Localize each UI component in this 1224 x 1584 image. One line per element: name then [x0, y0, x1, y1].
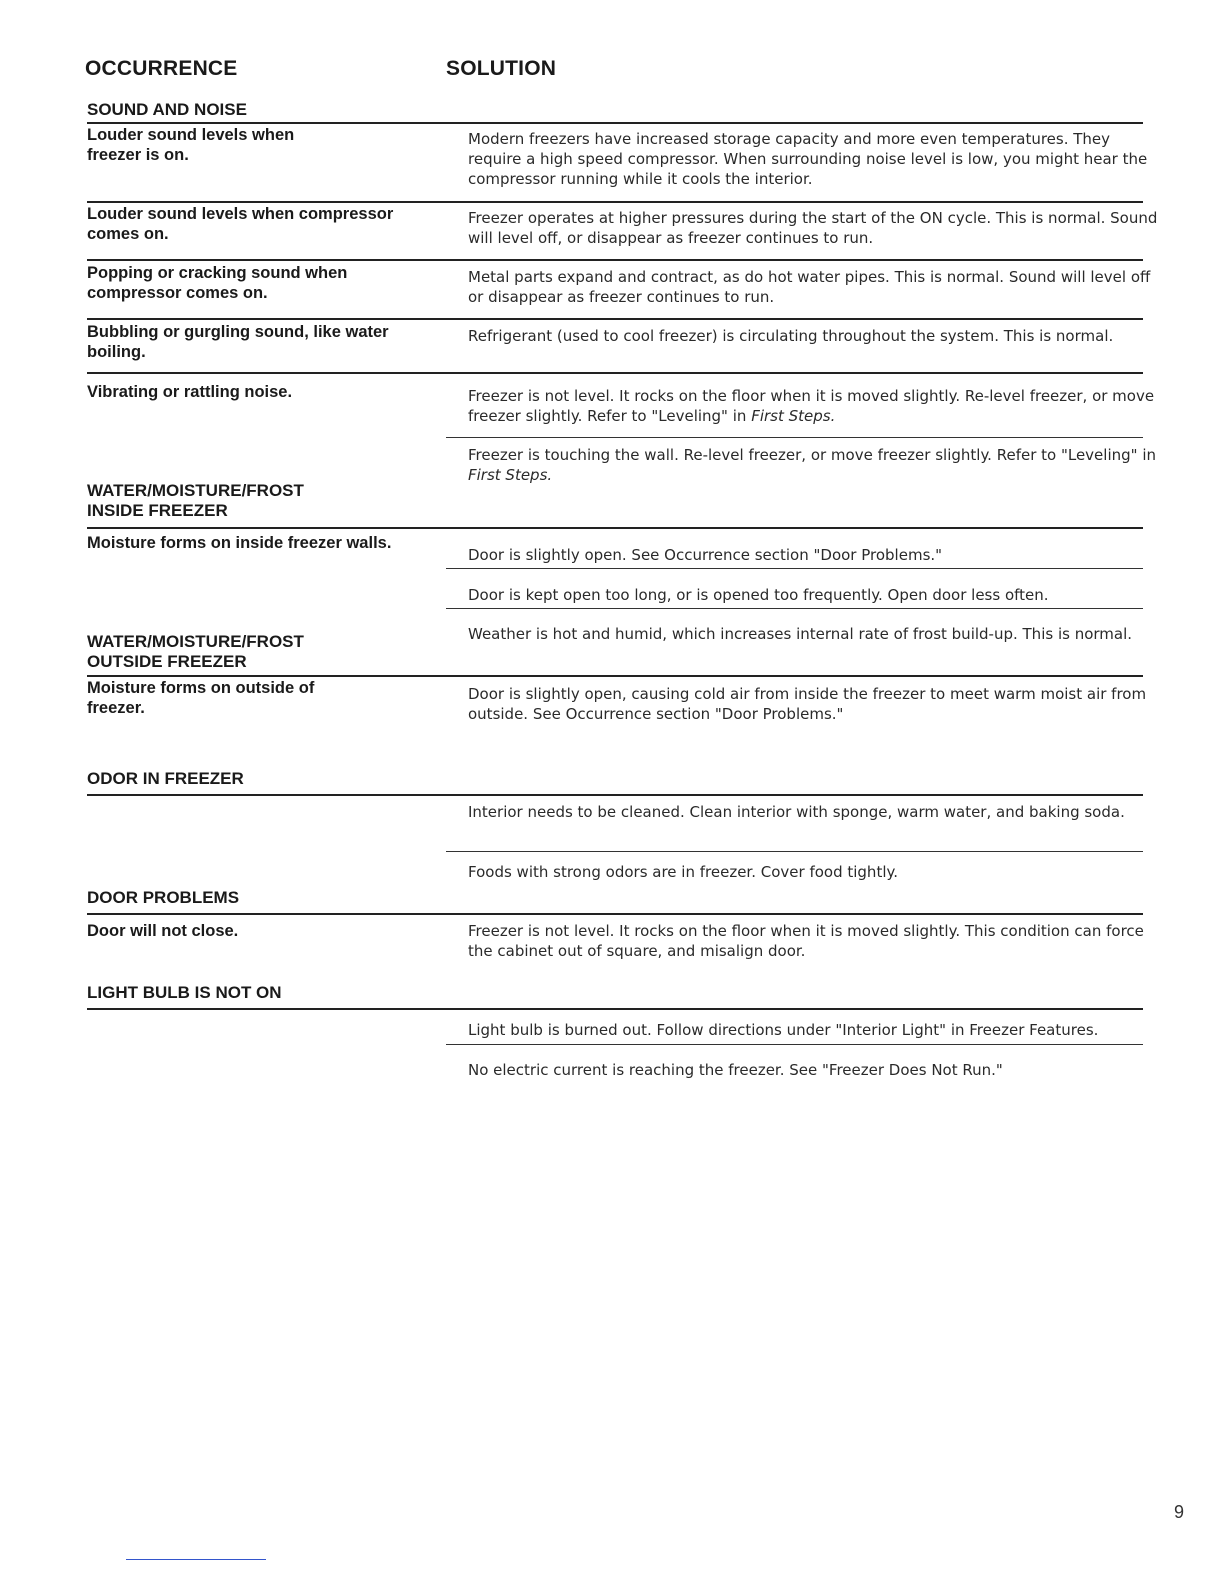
section-title-line2: OUTSIDE FREEZER — [87, 652, 247, 671]
solution-louder-compressor-on: Freezer operates at higher pressures during the start of the ON cycle. This is normal. Sound will level off, or disappear as freezer continues to run. — [468, 209, 1158, 247]
section-sound-and-noise: SOUND AND NOISE — [87, 100, 247, 119]
solution-touching-wall — [468, 445, 1168, 485]
solution-door-misalign: Freezer is not level. It rocks on the floor when it is moved slightly. This condition can force the cabinet out of square, and misalign door. — [468, 922, 1144, 960]
divider — [87, 675, 1143, 677]
divider — [87, 318, 1143, 320]
occurrence-bubbling-gurgling: Bubbling or gurgling sound, like water boiling. — [87, 323, 389, 361]
divider — [87, 1008, 1143, 1010]
first-steps-reference: First Steps. — [468, 466, 553, 484]
solution-text: Freezer is not level. It rocks on the floor when it is moved slightly. Re-level freezer, or move freezer slightly. Refer to "Leveling" in — [468, 387, 1155, 425]
occurrence-header: OCCURRENCE — [85, 57, 238, 80]
solution-no-electric-current: No electric current is reaching the freezer. See "Freezer Does Not Run." — [468, 1061, 1003, 1079]
divider — [87, 259, 1143, 261]
section-title-line1: WATER/MOISTURE/FROST — [87, 481, 304, 500]
divider — [87, 913, 1143, 915]
occurrence-louder-compressor-on: Louder sound levels when compressor comes on. — [87, 205, 394, 243]
solution-strong-odors: Foods with strong odors are in freezer. Cover food tightly. — [468, 863, 898, 881]
divider — [446, 608, 1143, 609]
solution-door-open-warm-air: Door is slightly open, causing cold air from inside the freezer to meet warm moist air from outside. See Occurrence section "Door Problems." — [468, 685, 1147, 723]
solution-door-slightly-open: Door is slightly open. See Occurrence section "Door Problems." — [468, 546, 943, 564]
occurrence-door-not-close: Door will not close. — [87, 922, 239, 940]
divider — [446, 851, 1143, 852]
section-odor-in-freezer: ODOR IN FREEZER — [87, 769, 244, 788]
first-steps-reference: First Steps. — [751, 407, 836, 425]
section-door-problems: DOOR PROBLEMS — [87, 888, 240, 907]
section-light-bulb-not-on: LIGHT BULB IS NOT ON — [87, 983, 282, 1002]
occurrence-moisture-inside: Moisture forms on inside freezer walls. — [87, 534, 392, 552]
section-title-line2: INSIDE FREEZER — [87, 501, 228, 520]
solution-not-level — [468, 386, 1168, 426]
occurrence-popping-cracking: Popping or cracking sound when compressor comes on. — [87, 264, 348, 302]
page-number: 9 — [1174, 1502, 1185, 1522]
divider — [87, 527, 1143, 529]
divider — [87, 794, 1143, 796]
section-water-inside-freezer — [87, 481, 304, 521]
solution-bubbling-gurgling: Refrigerant (used to cool freezer) is circulating throughout the system. This is normal. — [468, 327, 1114, 345]
divider — [446, 568, 1143, 569]
solution-hot-humid-weather: Weather is hot and humid, which increases internal rate of frost build-up. This is normal. — [468, 625, 1133, 643]
divider — [87, 201, 1143, 203]
solution-popping-cracking: Metal parts expand and contract, as do hot water pipes. This is normal. Sound will level off or disappear as freezer continues to run. — [468, 268, 1151, 306]
footer-line — [126, 1559, 266, 1560]
occurrence-louder-freezer-on: Louder sound levels when freezer is on. — [87, 126, 295, 164]
solution-text: Freezer is touching the wall. Re-level freezer, or move freezer slightly. Refer to "Leveling" in — [468, 446, 1156, 464]
solution-header: SOLUTION — [446, 57, 557, 80]
section-water-outside-freezer — [87, 632, 304, 672]
solution-louder-freezer-on: Modern freezers have increased storage capacity and more even temperatures. They require a high speed compressor. When surrounding noise level is low, you might hear the compressor running while it cools the interior. — [468, 130, 1148, 188]
divider — [87, 122, 1143, 124]
occurrence-moisture-outside: Moisture forms on outside of freezer. — [87, 679, 315, 717]
solution-interior-clean: Interior needs to be cleaned. Clean interior with sponge, warm water, and baking soda. — [468, 803, 1125, 821]
divider — [87, 372, 1143, 374]
solution-bulb-burned-out: Light bulb is burned out. Follow directions under "Interior Light" in Freezer Features. — [468, 1021, 1099, 1039]
solution-door-open-too-long: Door is kept open too long, or is opened too frequently. Open door less often. — [468, 586, 1049, 604]
divider — [446, 1044, 1143, 1045]
occurrence-vibrating-rattling: Vibrating or rattling noise. — [87, 383, 293, 401]
section-title-line1: WATER/MOISTURE/FROST — [87, 632, 304, 651]
divider — [446, 437, 1143, 438]
